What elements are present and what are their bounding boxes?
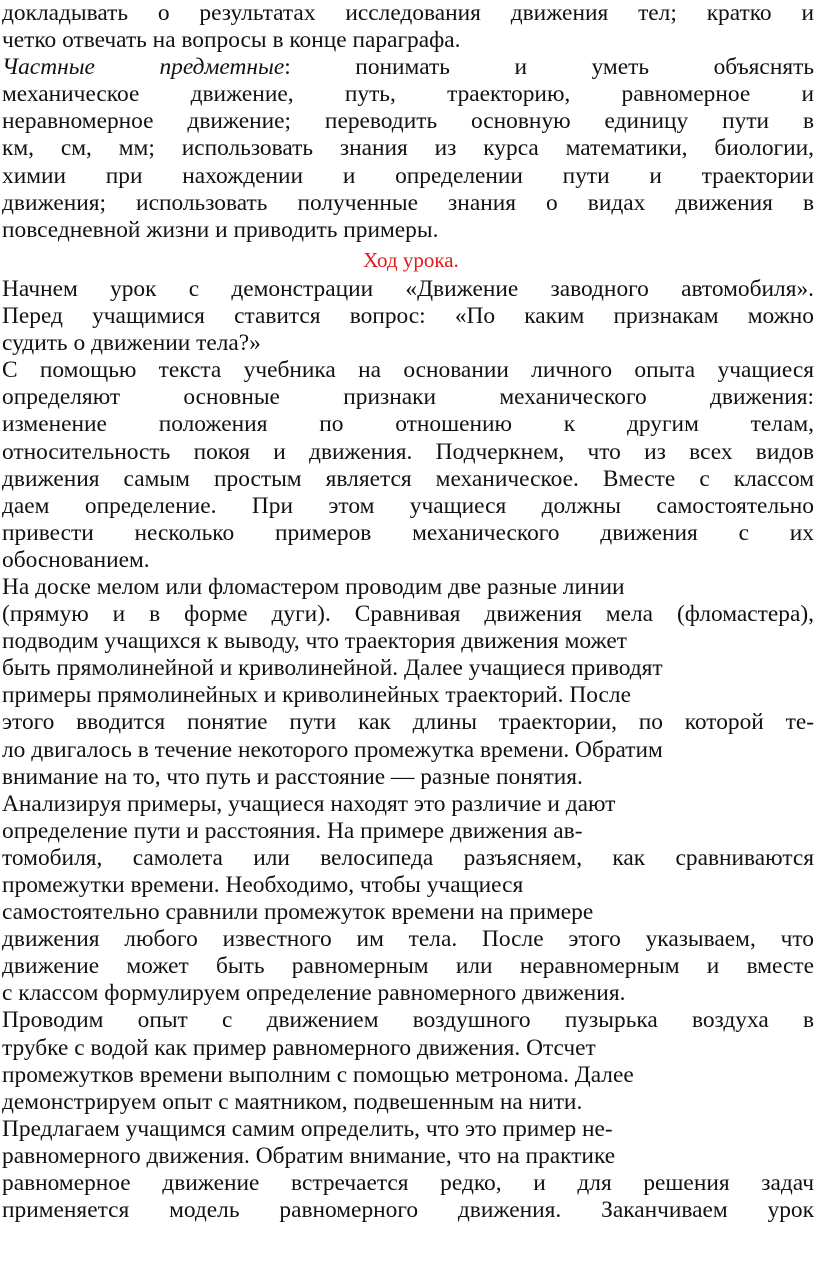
- text-line: четко отвечать на вопросы в конце параграфа.: [2, 27, 461, 54]
- text-line: (прямую и в форме дуги). Сравнивая движения мела (фломастера),: [2, 601, 814, 628]
- text-line: Проводим опыт с движением воздушного пузырька воздуха в: [2, 1007, 814, 1034]
- text-line: томобиля, самолета или велосипеда разъясняем, как сравниваются: [2, 844, 814, 871]
- text-line: самостоятельно сравнили промежуток времени на примере: [2, 899, 594, 926]
- text-line: движения самым простым является механическое. Вместе с классом: [2, 465, 814, 492]
- text-line: с классом формулируем определение равномерного движения.: [2, 980, 626, 1007]
- text-line: Начнем урок с демонстрации «Движение заводного автомобиля».: [2, 275, 814, 302]
- text-line: примеры прямолинейных и криволинейных траекторий. После: [2, 682, 631, 709]
- text-line: трубке с водой как пример равномерного движения. Отсчет: [2, 1034, 596, 1061]
- text-line: обоснованием.: [2, 546, 150, 573]
- paragraph-report-results: [2, 0, 814, 54]
- text-line: промежутки времени. Необходимо, чтобы учащиеся: [2, 872, 524, 898]
- paragraph-lesson-progress: [2, 276, 814, 1224]
- text-line: этого вводится понятие пути как длины траектории, по которой те-: [2, 709, 814, 736]
- text-line: внимание на то, что путь и расстояние — разные понятия.: [2, 763, 583, 790]
- text-line: равномерное движение встречается редко, и для решения задач: [2, 1170, 814, 1197]
- text-line: даем определение. При этом учащиеся должны самостоятельно: [2, 492, 814, 519]
- text-line: На доске мелом или фломастером проводим две разные линии: [2, 573, 625, 600]
- text-line: повседневной жизни и приводить примеры.: [2, 216, 439, 243]
- text-line-with-label: [2, 54, 814, 81]
- text-line: Перед учащимися ставится вопрос: «По каким признакам можно: [2, 303, 814, 330]
- text-line: привести несколько примеров механического движения с их: [2, 519, 814, 546]
- text-line: С помощью текста учебника на основании личного опыта учащиеся: [2, 357, 814, 384]
- text-line: химии при нахождении и определении пути и траектории: [2, 162, 814, 189]
- text-line: определение пути и расстояния. На примере движения ав-: [2, 817, 583, 844]
- text-fragment: : понимать и уметь объяснять: [284, 54, 814, 81]
- text-line: докладывать о результатах исследования движения тел; кратко и: [2, 0, 814, 26]
- text-line: быть прямолинейной и криволинейной. Далее учащиеся приводят: [2, 655, 663, 682]
- text-line: определяют основные признаки механического движения:: [2, 384, 814, 411]
- text-line: механическое движение, путь, траекторию, равномерное и: [2, 81, 814, 108]
- text-line: изменение положения по отношению к другим телам,: [2, 411, 814, 438]
- text-line: Предлагаем учащимся самим определить, что это пример не-: [2, 1115, 613, 1142]
- text-line: применяется модель равномерного движения. Заканчиваем урок: [2, 1197, 814, 1224]
- text-line: км, см, мм; использовать знания из курса математики, биологии,: [2, 135, 814, 162]
- text-line: равномерного движения. Обратим внимание, что на практике: [2, 1142, 616, 1169]
- text-line: движение может быть равномерным или неравномерным и вместе: [2, 953, 814, 980]
- lesson-heading: Ход урока.: [363, 247, 459, 272]
- text-line: неравномерное движение; переводить основную единицу пути в: [2, 108, 814, 135]
- text-line: судить о движении тела?»: [2, 330, 261, 357]
- subject-objectives-label: Частные предметные: [2, 54, 285, 81]
- text-line: промежутков времени выполним с помощью метронома. Далее: [2, 1061, 634, 1088]
- text-line: ло двигалось в течение некоторого промежутка времени. Обратим: [2, 736, 663, 763]
- text-line: демонстрируем опыт с маятником, подвешенным на нити.: [2, 1088, 583, 1115]
- text-line: подводим учащихся к выводу, что траектория движения может: [2, 628, 627, 655]
- text-line: Анализируя примеры, учащиеся находят это различие и дают: [2, 790, 616, 817]
- text-line: движения; использовать полученные знания о видах движения в: [2, 189, 814, 216]
- text-line: движения любого известного им тела. После этого указываем, что: [2, 926, 814, 953]
- text-line: относительность покоя и движения. Подчеркнем, что из всех видов: [2, 438, 814, 465]
- paragraph-subject-objectives: [2, 54, 814, 244]
